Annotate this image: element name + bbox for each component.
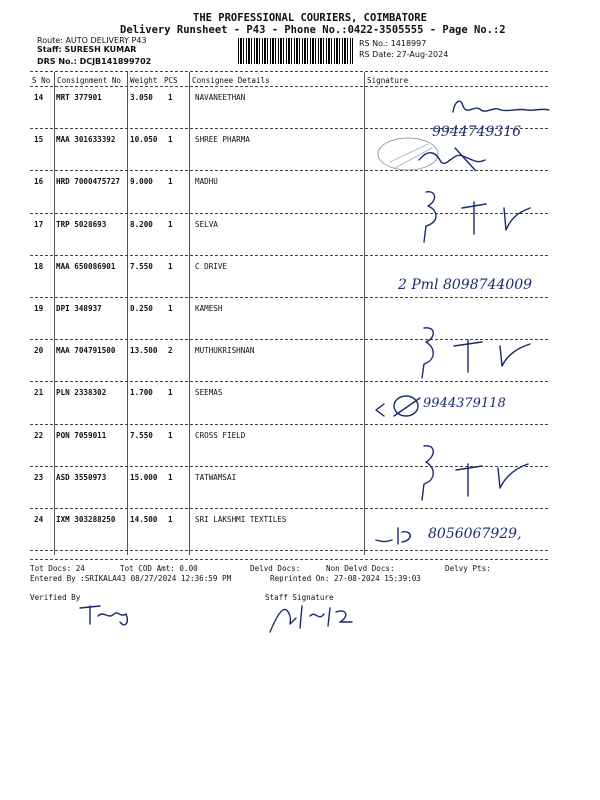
pieces: 1 <box>168 135 173 145</box>
serial-number: 22 <box>34 430 44 440</box>
consignee-name: SEEMAS <box>195 388 223 398</box>
consignee-name: SHREE PHARMA <box>195 135 250 145</box>
rs-number: RS No.: 1418997 <box>359 39 427 48</box>
col-header-sno: S No <box>32 76 51 85</box>
pieces: 1 <box>168 177 173 187</box>
serial-number: 14 <box>34 93 44 102</box>
consignment-number: MAA 704791500 <box>56 346 116 356</box>
consignee-name: SRI LAKSHMI TEXTILES <box>195 515 287 524</box>
serial-number: 18 <box>34 261 44 271</box>
pieces: 1 <box>168 219 173 229</box>
serial-number: 20 <box>34 346 44 356</box>
consignment-number: DPI 348937 <box>56 304 102 313</box>
signature-row-14 <box>445 96 555 120</box>
staff-label: Staff: SURESH KUMAR <box>37 45 137 54</box>
staff-signature <box>266 598 366 638</box>
consignee-name: C DRIVE <box>195 261 228 271</box>
pieces: 1 <box>168 472 173 482</box>
weight: 7.550 <box>130 430 153 440</box>
col-divider <box>127 72 128 555</box>
handwritten-phone-row-14: 9944749316 <box>432 124 522 140</box>
runsheet-title: Delivery Runsheet - P43 - Phone No.:0422-3505555 - Page No.:2 <box>120 24 506 36</box>
row-divider <box>30 297 548 298</box>
signature-row-24 <box>372 524 428 548</box>
consignee-name: KAMESH <box>195 304 223 313</box>
pieces: 1 <box>168 93 173 102</box>
consignment-number: PLN 2338302 <box>56 388 107 398</box>
consignee-name: MUTHUKRISHNAN <box>195 346 255 356</box>
serial-number: 16 <box>34 177 44 187</box>
col-header-weight: Weight <box>130 76 158 85</box>
pieces: 1 <box>168 261 173 271</box>
non-delivered-docs: Non Delvd Docs: <box>326 564 395 573</box>
total-docs: Tot Docs: 24 <box>30 564 85 573</box>
consignment-number: MAA 301633392 <box>56 135 116 145</box>
serial-number: 17 <box>34 219 44 229</box>
consignee-name: TATWAMSAI <box>195 472 237 482</box>
row-divider <box>30 550 548 551</box>
company-name: THE PROFESSIONAL COURIERS, COIMBATORE <box>193 12 427 24</box>
col-header-pcs: PCS <box>164 76 178 85</box>
row-divider <box>30 508 548 509</box>
consignment-number: MAA 650086901 <box>56 261 116 271</box>
consignee-name: SELVA <box>195 219 218 229</box>
consignment-number: PON 7059011 <box>56 430 107 440</box>
table-bottom-rule <box>30 559 548 560</box>
reprinted-on: Reprinted On: 27-08-2024 15:39:03 <box>270 574 421 583</box>
entered-by: Entered By :SRIKALA43 08/27/2024 12:36:59 PM <box>30 574 232 583</box>
handwritten-note-row-18: 2 Pml 8098744009 <box>398 277 533 293</box>
pieces: 2 <box>168 346 173 356</box>
rs-date: RS Date: 27-Aug-2024 <box>359 50 449 59</box>
col-divider <box>189 72 190 555</box>
serial-number: 19 <box>34 304 44 313</box>
weight: 13.500 <box>130 346 158 356</box>
signature-row-21 <box>370 392 430 422</box>
signature-row-20 <box>406 320 546 382</box>
consignee-name: NAVANEETHAN <box>195 93 246 102</box>
total-cod-amount: Tot COD Amt: 0.00 <box>120 564 198 573</box>
consignment-number: ASD 3550973 <box>56 472 107 482</box>
weight: 15.000 <box>130 472 158 482</box>
consignment-number: TRP 5028693 <box>56 219 107 229</box>
drs-number: DRS No.: DCJB141899702 <box>37 57 152 66</box>
route-label: Route: AUTO DELIVERY P43 <box>37 36 147 45</box>
staff-signature-label: Staff Signature <box>265 593 334 602</box>
consignment-number: HRD 7000475727 <box>56 177 121 187</box>
consignment-number: IXM 303288250 <box>56 515 116 524</box>
delivered-docs: Delvd Docs: <box>250 564 301 573</box>
weight: 14.500 <box>130 515 158 524</box>
table-top-rule <box>30 71 548 72</box>
consignment-number: MRT 377901 <box>56 93 102 102</box>
weight: 10.050 <box>130 135 158 145</box>
verified-by-signature <box>74 600 144 630</box>
signature-row-17 <box>408 186 548 244</box>
barcode <box>238 38 353 64</box>
serial-number: 23 <box>34 472 44 482</box>
handwritten-phone-row-24: 8056067929, <box>428 526 522 542</box>
weight: 9.000 <box>130 177 153 187</box>
consignee-name: CROSS FIELD <box>195 430 246 440</box>
serial-number: 21 <box>34 388 44 398</box>
pieces: 1 <box>168 388 173 398</box>
col-header-consignment: Consignment No <box>57 76 122 85</box>
weight: 3.050 <box>130 93 153 102</box>
weight: 7.550 <box>130 261 153 271</box>
col-divider <box>364 72 365 555</box>
handwritten-phone-row-21: 9944379118 <box>423 396 506 411</box>
row-divider <box>30 424 548 425</box>
verified-by-label: Verified By <box>30 593 81 602</box>
row-divider <box>30 255 548 256</box>
table-header-rule <box>30 86 548 87</box>
pieces: 1 <box>168 304 173 313</box>
weight: 0.250 <box>130 304 153 313</box>
pieces: 1 <box>168 515 173 524</box>
delivery-points: Delvy Pts: <box>445 564 491 573</box>
signature-row-23 <box>406 438 546 504</box>
signature-row-15 <box>415 142 505 172</box>
col-divider <box>54 72 55 555</box>
weight: 8.200 <box>130 219 153 229</box>
serial-number: 24 <box>34 515 44 524</box>
weight: 1.700 <box>130 388 153 398</box>
pieces: 1 <box>168 430 173 440</box>
col-header-signature: Signature <box>367 76 409 85</box>
consignee-name: MADHU <box>195 177 218 187</box>
serial-number: 15 <box>34 135 44 145</box>
col-header-consignee: Consignee Details <box>192 76 270 85</box>
